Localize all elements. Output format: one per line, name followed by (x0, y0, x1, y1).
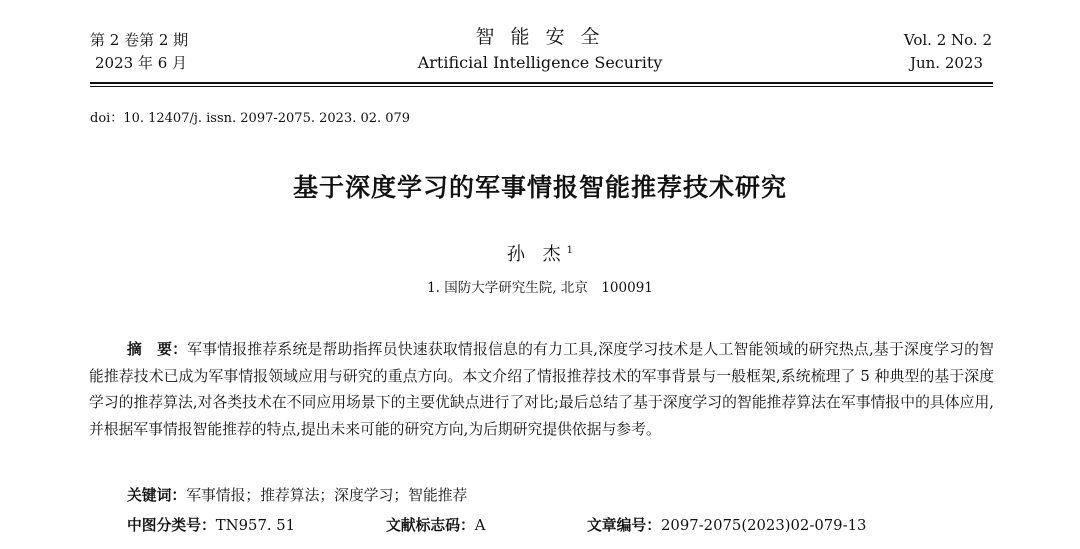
document-code (386, 514, 485, 535)
doc-code-label: 文献标志码： (386, 517, 475, 534)
keywords-text: 军事情报；推荐算法；深度学习；智能推荐 (186, 487, 468, 504)
header-rule-thick (90, 82, 993, 84)
author-affil-mark: 1 (566, 245, 574, 256)
clc-number (127, 514, 295, 535)
article-number-value: 2097-2075(2023)02-079-13 (661, 517, 867, 534)
clc-value: TN957. 51 (215, 517, 296, 534)
author-name: 孙 杰 (506, 244, 567, 265)
abstract-text: 军事情报推荐系统是帮助指挥员快速获取情报信息的有力工具,深度学习技术是人工智能领域的研究热点,基于深度学习的智能推荐技术已成为军事情报领域应用与研究的重点方向。本文介绍了情报推荐技术的军事背景与一般框架,系统梳理了 5 种典型的基于深度学习的推荐算法,对各类技术在不同应用场景下的主要优缺点进行了对比;最后总结了基于深度学习的智能推荐算法在军事情报中的具体应用,并根据军事情报智能推荐的特点,提出未来可能的研究方向,为后期研究提供依据与参考。 (89, 341, 994, 438)
abstract-label: 摘 要： (127, 341, 188, 358)
author-line (0, 240, 1080, 266)
clc-label: 中图分类号： (127, 517, 216, 534)
doc-code-value: A (474, 517, 486, 534)
issue-date: Jun. 2023 (909, 54, 983, 72)
keywords-label: 关键词： (127, 487, 187, 504)
article-number-label: 文章编号： (587, 517, 661, 534)
header-rule-thin (90, 86, 993, 87)
keywords (127, 484, 467, 505)
article-number (587, 514, 866, 535)
doi-line[interactable]: doi：10. 12407/j. issn. 2097-2075. 2023. 02. 079 (90, 111, 411, 126)
paper-title: 基于深度学习的军事情报智能推荐技术研究 (292, 173, 787, 202)
journal-issue: 第 2 卷第 2 期 (90, 31, 189, 49)
volume-number: Vol. 2 No. 2 (903, 31, 992, 49)
journal-title-en: Artificial Intelligence Security (417, 53, 663, 72)
journal-title-cn: 智 能 安 全 (475, 26, 605, 48)
affiliation: 1. 国防大学研究生院, 北京 100091 (427, 280, 653, 296)
journal-date: 2023 年 6 月 (95, 54, 188, 72)
abstract (89, 337, 994, 443)
